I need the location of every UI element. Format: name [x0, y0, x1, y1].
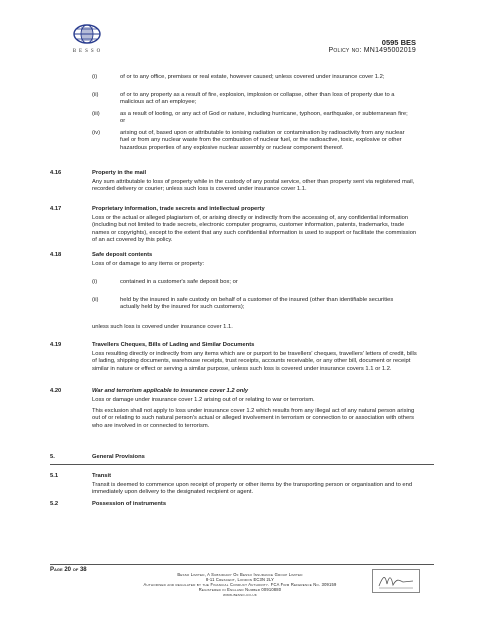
- list-item-number: (ii): [92, 92, 99, 98]
- section-divider: [50, 464, 434, 465]
- section-body: Loss of or damage to any items or property:: [92, 261, 205, 267]
- footer-divider: [50, 564, 434, 565]
- section-number: 4.19: [50, 342, 62, 348]
- list-item-number: (iv): [92, 130, 101, 136]
- footer-line: Authorised and regulated by the Financial Conduct Authority. FCA Firm Reference No. 309159: [143, 582, 337, 587]
- list-item-text: contained in a customer's safe deposit box; or: [120, 279, 238, 285]
- section-title: War and terrorism applicable to insurance cover 1.2 only: [92, 388, 249, 394]
- section-number: 5.1: [50, 473, 59, 479]
- signature-icon: [373, 570, 419, 592]
- section-body: Loss or damage under insurance cover 1.2 arising out of or relating to war or terrorism.: [92, 397, 315, 403]
- list-item-text: arising out of, based upon or attributable to ionising radiation or contamination by radioactivity from any nuclear fuel or from any nuclear waste from the combustion of nuclear fuel, or the radioactive, toxic, explosive or other hazardous properties of any explosive nuclear assembly or nuclear component thereof.: [120, 130, 405, 151]
- list-item-text: as a result of looting, or any act of God or nature, including hurricane, typhoon, earthquake, or subterranean fire; or: [120, 111, 408, 125]
- policy-value: MN1495002019: [363, 47, 416, 54]
- brand-name: BESSO: [72, 49, 104, 54]
- section-tail: unless such loss is covered under insurance cover 1.1.: [92, 324, 233, 330]
- section-number: 4.18: [50, 252, 62, 258]
- page-number: [50, 567, 87, 573]
- section-title: Transit: [92, 473, 112, 479]
- section-body: Loss or the actual or alleged plagiarism of, or arising directly or indirectly from the accessing of, any confidential information (including but not limited to trade secrets, electronic computer programs, customer information, patents, trademarks, trade names or copyrights), except to the extent that any such confidential information is used to support or facilitate the commission of an act covered by this policy.: [92, 215, 417, 243]
- list-item-text: of or to any property as a result of fire, explosion, implosion or collapse, other than loss of property due to a malicious act of an employee;: [120, 92, 395, 106]
- section-body: Loss resulting directly or indirectly from any items which are or purport to be travellers' cheques, travellers' letters of credit, bills of lading, shipping documents, warehouse receipts, trust receipts, accounts receivable, or any other bill, document or receipt similar in nature or effect or serving a similar purpose, unless such loss is covered under insurance covers 1.1 or 1.2.: [92, 351, 417, 372]
- page-current: 20: [64, 567, 72, 573]
- list-item-text: held by the insured in safe custody on behalf of a customer of the insured (other than identifiable securities actually held by the insured for such customers);: [120, 297, 394, 311]
- section-title: Proprietary information, trade secrets and intellectual property: [92, 206, 265, 212]
- section-number: 4.16: [50, 170, 62, 176]
- page-label: Page: [50, 567, 63, 573]
- section-number: 5.: [50, 454, 55, 460]
- page-total: 38: [79, 567, 87, 573]
- section-body: Any sum attributable to loss of property while in the custody of any postal service, other than property sent via registered mail, recorded delivery or courier; unless such loss is covered under insurance cover 1.1.: [92, 179, 415, 193]
- section-number: 4.17: [50, 206, 62, 212]
- list-item-number: (i): [92, 74, 98, 80]
- list-item-number: (ii): [92, 297, 99, 303]
- policy-number: [329, 46, 416, 55]
- section-title: Travellers Cheques, Bills of Lading and Similar Documents: [92, 342, 255, 348]
- section-number: 4.20: [50, 388, 62, 394]
- document-code: 0595 BES: [381, 38, 416, 47]
- footer-line: Registered in England Number 00910880: [198, 587, 282, 592]
- section-title: Possession of instruments: [92, 501, 167, 507]
- footer-line: 8-11 Crescent, London EC3N 2LY: [205, 577, 275, 582]
- list-item-number: (i): [92, 279, 98, 285]
- section-number: 5.2: [50, 501, 59, 507]
- section-body: Transit is deemed to commence upon receipt of property or other items by the transporting person or organisation and to end immediately upon delivery to the designated recipient or agent.: [92, 482, 413, 496]
- page-of: of: [72, 567, 79, 573]
- footer-line: Besso Limited, A Subsidiary Of Besso Insurance Group Limited: [177, 572, 303, 577]
- section-body: This exclusion shall not apply to loss under insurance cover 1.2 which results from any illegal act of any natural person arising out of or relating to such natural person's actual or alleged involvement in terrorism or connection to or association with others who are involved in or connected to terrorism.: [92, 408, 415, 429]
- list-item-text: of or to any office, premises or real estate, however caused; unless covered under insurance cover 1.2;: [120, 74, 385, 80]
- policy-label: Policy no:: [328, 47, 362, 54]
- besso-logo: [58, 24, 118, 60]
- list-item-number: (iii): [92, 111, 100, 117]
- section-title: General Provisions: [92, 454, 145, 460]
- section-title: Property in the mail: [92, 170, 147, 176]
- footer-line: www.besso.co.uk: [223, 592, 257, 597]
- signature-box: [372, 569, 420, 593]
- section-title: Safe deposit contents: [92, 252, 153, 258]
- globe-logo-icon: [72, 24, 102, 44]
